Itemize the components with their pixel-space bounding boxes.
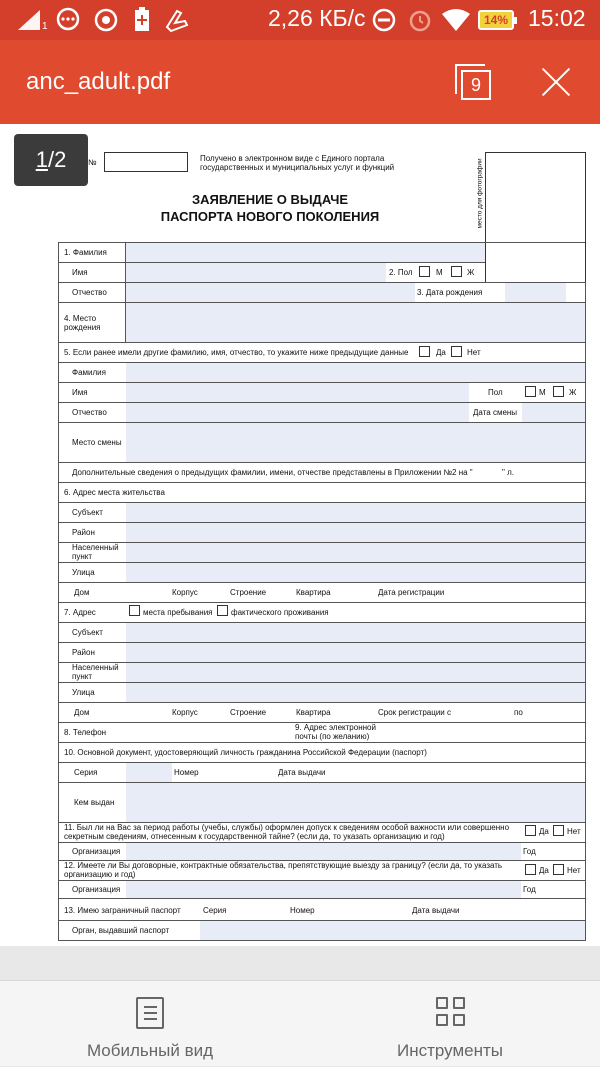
secret-yes-checkbox[interactable] bbox=[525, 825, 536, 836]
label-apartment: Квартира bbox=[296, 588, 331, 597]
label-reg-date: Дата регистрации bbox=[378, 588, 445, 597]
dnd-icon bbox=[370, 6, 398, 34]
label-subject-7: Субъект bbox=[72, 628, 103, 637]
label-actual-residence: фактического проживания bbox=[231, 608, 329, 617]
sex-f-checkbox[interactable] bbox=[451, 266, 462, 277]
current-page: 1 bbox=[35, 147, 48, 172]
close-button[interactable] bbox=[540, 66, 572, 98]
label-reg-term: Срок регистрации bbox=[378, 708, 445, 717]
form-title-line1: ЗАЯВЛЕНИЕ О ВЫДАЧЕ bbox=[191, 192, 349, 207]
form-title-line2: ПАСПОРТА НОВОГО ПОКОЛЕНИЯ bbox=[160, 209, 380, 224]
app-bar bbox=[0, 40, 600, 124]
label-prev-surname: Фамилия bbox=[72, 368, 106, 377]
label-prev-sex-m: М bbox=[539, 388, 546, 397]
alarm-icon bbox=[406, 6, 434, 34]
label-organization-12: Организация bbox=[72, 885, 121, 894]
label-residence-address: 6. Адрес места жительства bbox=[64, 488, 165, 497]
received-text: Получено в электронном виде с Единого портала государственных и муниципальных услуг и функций bbox=[200, 154, 395, 172]
network-speed: 2,26 КБ/с bbox=[268, 5, 366, 31]
page-count-label: 9 bbox=[461, 70, 491, 100]
tools-label: Инструменты bbox=[396, 1041, 503, 1060]
label-prev-name: Имя bbox=[72, 388, 88, 397]
page-indicator bbox=[14, 134, 88, 186]
name-field[interactable] bbox=[126, 263, 386, 282]
label-change-place: Место смены bbox=[72, 438, 122, 447]
signal-icon bbox=[14, 6, 44, 34]
label-birthdate: 3. Дата рождения bbox=[417, 288, 483, 297]
chrome-icon bbox=[92, 6, 120, 34]
signal-sub-label: 1 bbox=[42, 21, 48, 32]
label-issue-date: Дата выдачи bbox=[278, 768, 326, 777]
battery-indicator: 14% bbox=[478, 10, 514, 30]
patronymic-field[interactable] bbox=[126, 283, 415, 302]
label-secret-no: Нет bbox=[567, 827, 581, 836]
number-sign: № bbox=[88, 158, 97, 167]
bottom-navigation bbox=[0, 980, 600, 1066]
label-issued-by: Кем выдан bbox=[74, 798, 115, 807]
label-year-12: Год bbox=[523, 885, 536, 894]
label-house-7: Дом bbox=[74, 708, 90, 717]
label-prev-sex: Пол bbox=[488, 388, 503, 397]
label-secret-access-question: 11. Был ли на Вас за период работы (учебы, службы) оформлен допуск к сведениям особой важности или совершенно секретным сведениям, отнесенным к государственной тайне? (если да, то указать организацию и год) bbox=[64, 823, 510, 841]
label-series: Серия bbox=[74, 768, 98, 777]
wifi-icon bbox=[440, 6, 472, 34]
label-house: Дом bbox=[74, 588, 90, 597]
label-year-11: Год bbox=[523, 847, 536, 856]
label-foreign-passport: 13. Имею заграничный паспорт bbox=[64, 906, 181, 915]
photo-box bbox=[485, 152, 586, 282]
label-email: 9. Адрес электронной почты (по желанию) bbox=[295, 723, 376, 741]
label-reg-from: с bbox=[447, 708, 451, 717]
label-stay: места пребывания bbox=[143, 608, 213, 617]
label-settlement-7: Населенный пункт bbox=[72, 663, 119, 681]
tools-tab[interactable] bbox=[300, 981, 600, 1067]
pdf-viewer[interactable] bbox=[0, 124, 600, 980]
label-sex-m: М bbox=[436, 268, 443, 277]
previous-names-no-checkbox[interactable] bbox=[451, 346, 462, 357]
secret-no-checkbox[interactable] bbox=[553, 825, 564, 836]
label-yes: Да bbox=[436, 348, 446, 357]
label-number: Номер bbox=[174, 768, 199, 777]
label-sex: 2. Пол bbox=[389, 268, 413, 277]
clock: 15:02 bbox=[528, 5, 586, 31]
label-birthplace: 4. Место рождения bbox=[64, 314, 101, 332]
label-structure: Строение bbox=[230, 588, 267, 597]
label-organization-11: Организация bbox=[72, 847, 121, 856]
cleaner-icon bbox=[162, 6, 192, 34]
battery-plus-icon bbox=[130, 6, 154, 34]
label-apartment-7: Квартира bbox=[296, 708, 331, 717]
pdf-page bbox=[0, 124, 600, 946]
label-surname: 1. Фамилия bbox=[64, 248, 107, 257]
label-previous-names-question: 5. Если ранее имели другие фамилию, имя, отчество, то укажите ниже предыдущие данные bbox=[64, 348, 409, 357]
label-prev-patronymic: Отчество bbox=[72, 408, 107, 417]
label-structure-7: Строение bbox=[230, 708, 267, 717]
label-foreign-date: Дата выдачи bbox=[412, 906, 460, 915]
stay-checkbox[interactable] bbox=[129, 605, 140, 616]
label-phone: 8. Телефон bbox=[64, 728, 107, 737]
mobile-view-tab[interactable] bbox=[0, 981, 300, 1067]
actual-residence-checkbox[interactable] bbox=[217, 605, 228, 616]
label-prev-sex-f: Ж bbox=[569, 388, 577, 397]
label-additional-info-end: " л. bbox=[502, 468, 514, 477]
label-no: Нет bbox=[467, 348, 481, 357]
prev-sex-m-checkbox[interactable] bbox=[525, 386, 536, 397]
page-overview-button[interactable] bbox=[455, 64, 493, 100]
previous-names-yes-checkbox[interactable] bbox=[419, 346, 430, 357]
label-address-7: 7. Адрес bbox=[64, 608, 96, 617]
label-subject: Субъект bbox=[72, 508, 103, 517]
label-obligations-no: Нет bbox=[567, 866, 581, 875]
label-street: Улица bbox=[72, 568, 95, 577]
label-foreign-series: Серия bbox=[203, 906, 227, 915]
label-main-document: 10. Основной документ, удостоверяющий личность гражданина Российской Федерации (паспорт) bbox=[64, 748, 427, 757]
photo-label: место для фотографии bbox=[476, 158, 484, 229]
label-sex-f: Ж bbox=[467, 268, 475, 277]
surname-field[interactable] bbox=[126, 243, 485, 262]
label-issuing-authority: Орган, выдавший паспорт bbox=[72, 926, 170, 935]
status-bar bbox=[0, 0, 600, 40]
label-reg-to: по bbox=[514, 708, 523, 717]
birthdate-field[interactable] bbox=[505, 283, 566, 302]
label-obligations-question: 12. Имеете ли Вы договорные, контрактные обязательства, препятствующие выезду за границу? (если да, то указать организацию и год) bbox=[64, 861, 503, 879]
label-district-7: Район bbox=[72, 648, 95, 657]
birthplace-field[interactable] bbox=[126, 303, 586, 342]
document-title: anc_adult.pdf bbox=[26, 68, 171, 95]
application-number-box[interactable] bbox=[104, 152, 188, 172]
label-foreign-number: Номер bbox=[290, 906, 315, 915]
tools-grid-icon bbox=[436, 997, 466, 1027]
sex-m-checkbox[interactable] bbox=[419, 266, 430, 277]
label-settlement: Населенный пункт bbox=[72, 543, 119, 561]
label-name: Имя bbox=[72, 268, 88, 277]
message-icon bbox=[54, 6, 82, 34]
label-obligations-yes: Да bbox=[539, 866, 549, 875]
mobile-view-label: Мобильный вид bbox=[86, 1041, 214, 1060]
label-building-7: Корпус bbox=[172, 708, 198, 717]
label-building: Корпус bbox=[172, 588, 198, 597]
label-district: Район bbox=[72, 528, 95, 537]
total-pages: 2 bbox=[54, 147, 67, 172]
label-patronymic: Отчество bbox=[72, 288, 107, 297]
obligations-no-checkbox[interactable] bbox=[553, 864, 564, 875]
label-street-7: Улица bbox=[72, 688, 95, 697]
page-separator: / bbox=[47, 147, 55, 172]
label-additional-info: Дополнительные сведения о предыдущих фамилии, имени, отчестве представлены в Приложении №2 на " bbox=[72, 468, 473, 477]
prev-sex-f-checkbox[interactable] bbox=[553, 386, 564, 397]
mobile-view-icon bbox=[136, 997, 164, 1029]
label-change-date: Дата смены bbox=[473, 408, 518, 417]
label-secret-yes: Да bbox=[539, 827, 549, 836]
obligations-yes-checkbox[interactable] bbox=[525, 864, 536, 875]
